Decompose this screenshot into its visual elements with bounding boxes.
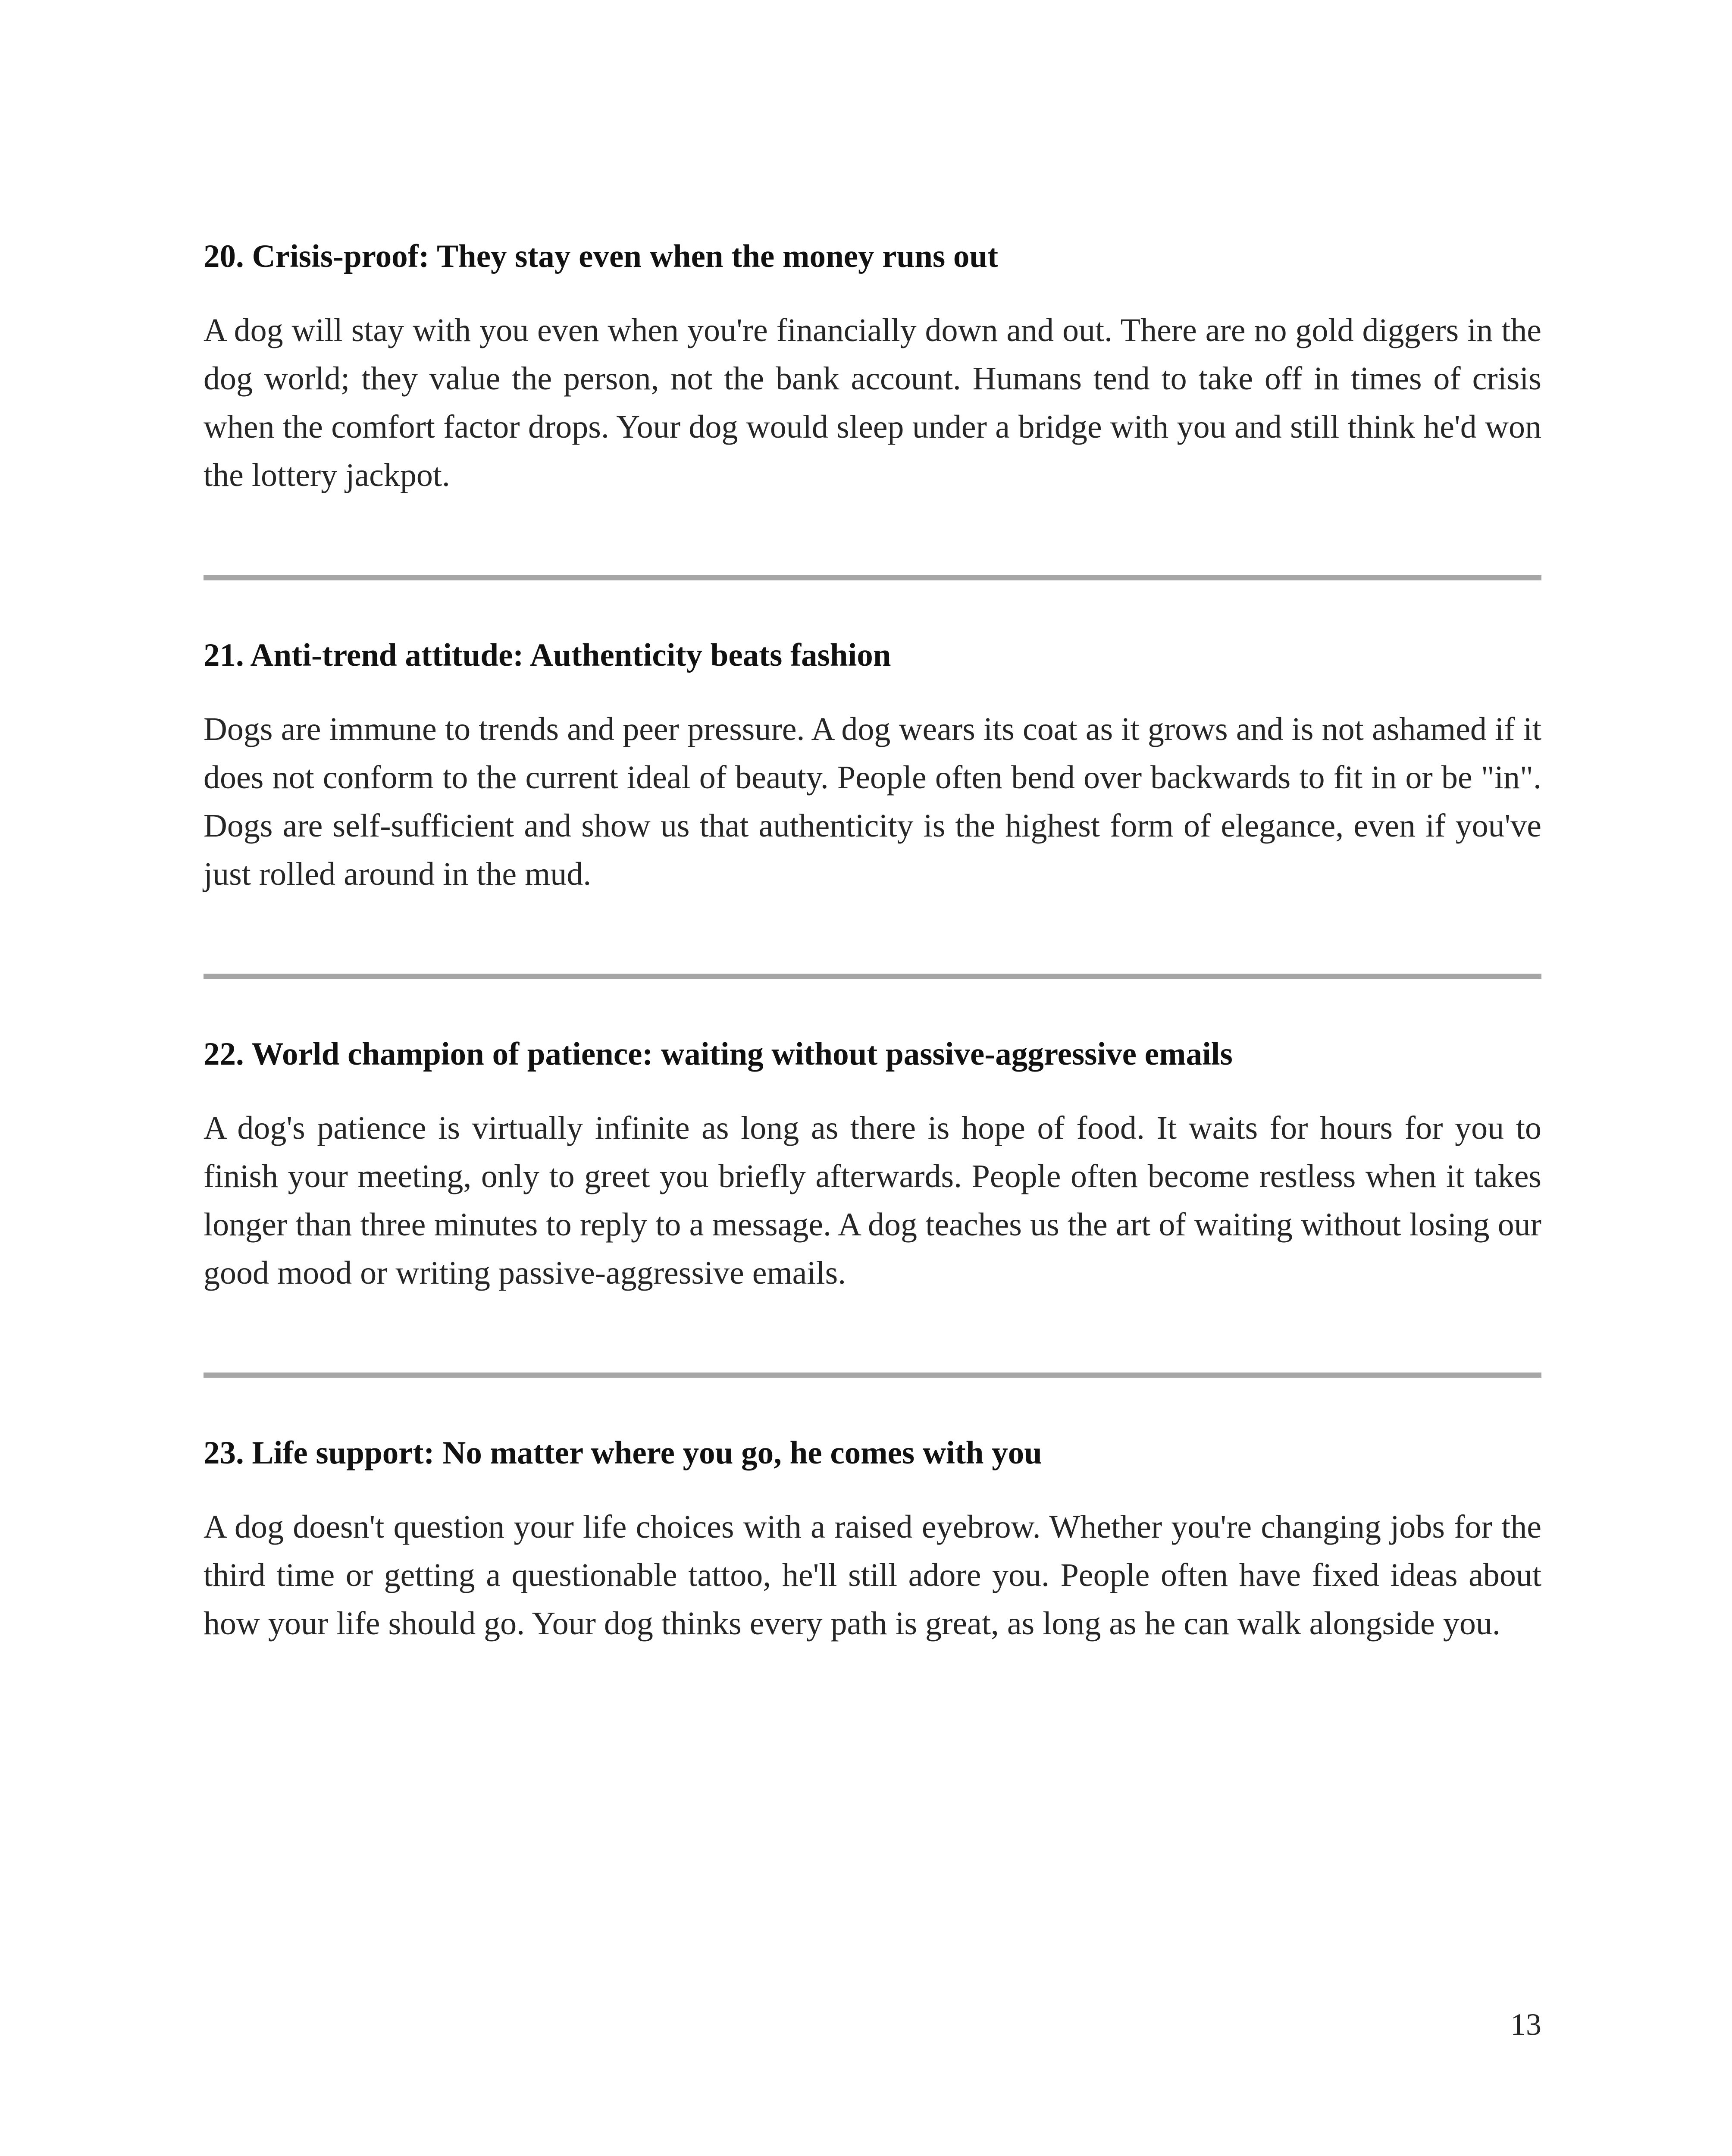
page-number: 13 xyxy=(1510,2007,1541,2042)
section-body: A dog will stay with you even when you're financially down and out. There are no gold diggers in the dog world; they value the person, not the bank account. Humans tend to take off in times of crisis when the comfort factor drops. Your dog would sleep under a bridge with you and still think he'd won the lottery jackpot. xyxy=(204,312,1541,493)
section-divider xyxy=(204,974,1541,979)
section-23 xyxy=(204,1434,1541,1648)
section-heading: 20. Crisis-proof: They stay even when the money runs out xyxy=(204,238,999,274)
section-heading: 22. World champion of patience: waiting without passive-aggressive emails xyxy=(204,1036,1233,1072)
section-heading: 23. Life support: No matter where you go, he comes with you xyxy=(204,1435,1042,1471)
section-body: A dog doesn't question your life choices with a raised eyebrow. Whether you're changing jobs for the third time or getting a questionable tattoo, he'll still adore you. People often have fixed ideas about how your life should go. Your dog thinks every path is great, as long as he can walk alongside you. xyxy=(204,1509,1541,1642)
section-body: A dog's patience is virtually infinite as long as there is hope of food. It waits for hours for you to finish your meeting, only to greet you briefly afterwards. People often become restless when it takes longer than three minutes to reply to a message. A dog teaches us the art of waiting without losing our good mood or writing passive-aggressive emails. xyxy=(204,1110,1541,1291)
section-20 xyxy=(204,237,1541,499)
section-22 xyxy=(204,1035,1541,1297)
section-divider xyxy=(204,1373,1541,1378)
section-heading: 21. Anti-trend attitude: Authenticity beats fashion xyxy=(204,637,891,673)
section-body: Dogs are immune to trends and peer pressure. A dog wears its coat as it grows and is not ashamed if it does not conform to the current ideal of beauty. People often bend over backwards to fit in or be "in". Dogs are self-sufficient and show us that authenticity is the highest form of elegance, even if you've just rolled around in the mud. xyxy=(204,711,1541,892)
section-divider xyxy=(204,575,1541,580)
section-21 xyxy=(204,636,1541,898)
